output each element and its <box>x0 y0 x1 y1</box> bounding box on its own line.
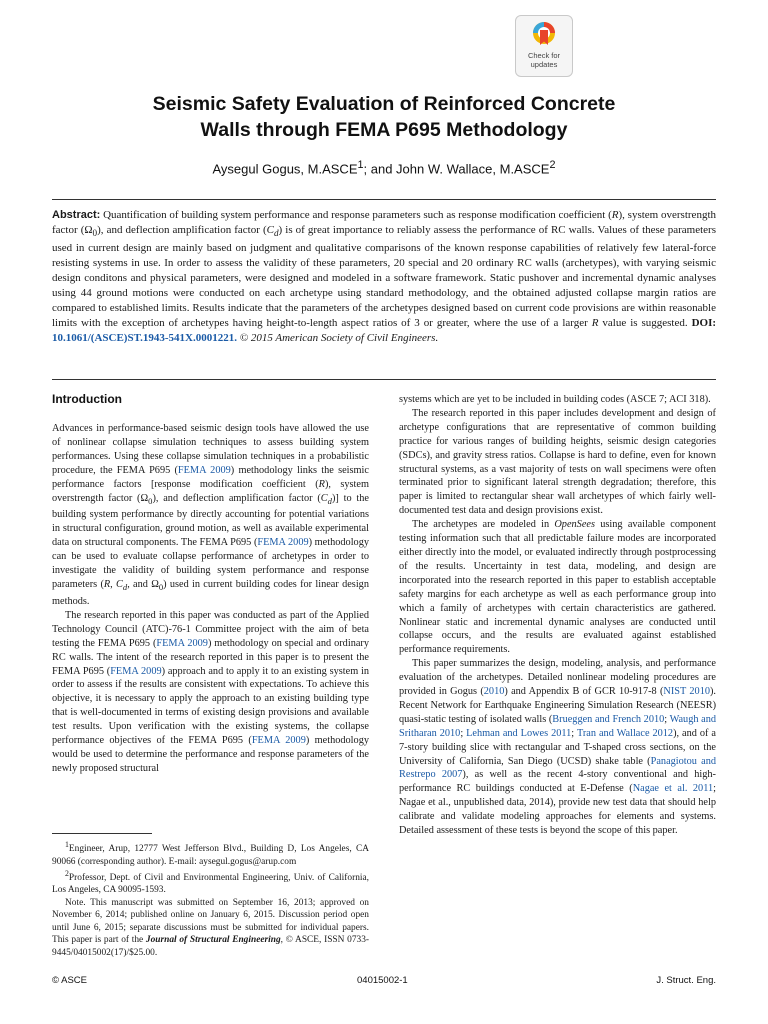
text: Note. This manuscript was submitted on September 16, 2013; approved on November 6, 2014; published online on January 6, 2015. Discussion period open until June 6, 2015; separate discussions must be submitted for individual papers. This paper is part of the <box>52 897 369 946</box>
text: ) methodology links the seismic performance factors [response modification coefficient ( <box>52 464 369 490</box>
text: ) approach and to apply it to an existing system in order to assess if the results are consistent with expectations. To achieve this objective, it is necessary to apply the approach to an existing building type that is well-documented in terms of existing design provisions and available test results. Upon verification with the existing systems, the collapse performance objectives of the FEMA P695 ( <box>52 665 369 747</box>
subscript-0: 0 <box>148 495 153 506</box>
software-name: OpenSees <box>554 519 595 531</box>
title-line-1: Seismic Safety Evaluation of Reinforced Concrete <box>152 93 616 115</box>
symbol-c: C <box>116 579 123 591</box>
text: , and Ω <box>127 579 159 591</box>
check-for-updates-badge[interactable] <box>515 15 573 77</box>
abstract <box>52 208 716 346</box>
author-1: Aysegul Gogus, M.ASCE <box>212 161 358 177</box>
text: Advances in performance-based seismic design tools have allowed the use of nonlinear collapse simulation techniques to assess building system performances. Using these collapse simulation techniques in a probabilistic procedure, the FEMA P695 ( <box>52 423 369 476</box>
author-line <box>60 159 708 176</box>
text: using available component testing information such that all predictable failure modes are incorporated either directly into the model, or evaluated indirectly through postprocessing of the results. Uncertainty in test data, modeling, and design are incorporated into the research reported in this paper to establish acceptable safety margins for each archetype as well as each performance group into which a family of archetypes with certain characteristics are gathered. Nonlinear static and incremental dynamic analyses are conducted until collapse occurs, and the results are evaluated against established performance requirements. <box>399 519 716 656</box>
footer-journal-abbrev: J. Struct. Eng. <box>656 975 716 986</box>
citation-link[interactable]: FEMA 2009 <box>110 665 162 677</box>
symbol-r: R <box>611 209 619 221</box>
text: ) methodology can be used to evaluate collapse performance of archetypes in order to investigate the validity of building system performance and response parameters ( <box>52 537 369 591</box>
text: ), system overstrength factor (Ω <box>52 478 369 504</box>
abstract-bottom-rule <box>52 379 716 380</box>
subscript-0: 0 <box>92 228 98 239</box>
text: ), and of a 7-story building slice with rectangular and T-shaped cross sections, on the University of California, San Diego (UCSD) shake table ( <box>399 727 716 767</box>
paragraph: systems which are yet to be included in building codes (ASCE 7; ACI 318). <box>399 394 711 405</box>
paragraph: The research reported in this paper includes development and design of archetype configurations that are representative of common building practice for various ranges of building heights, seismic design categories (SDCs), and gravity stress ratios. Collapse is hard to define, even for known structural systems, as a vast majority of tests on wall specimens were often terminated prior to significant lateral strength degradation; therefore, this paper is limited to rectangular shear wall archetypes of which fairly well-documented test data and design provisions exist. <box>399 407 716 517</box>
abstract-text: ), system overstrength factor (Ω <box>52 209 716 236</box>
paragraph <box>399 518 716 657</box>
text: ), and deflection amplification factor ( <box>152 492 321 504</box>
text: The archetypes are modeled in <box>412 519 555 531</box>
citation-link[interactable]: Waugh and Sritharan 2010 <box>399 713 716 739</box>
author-2-affil: 2 <box>549 159 556 171</box>
citation-link[interactable]: Tran and Wallace 2012 <box>576 727 674 739</box>
footer-publisher: © ASCE <box>52 975 87 986</box>
paragraph: Advances in performance-based seismic design tools have allowed the use of nonlinear collapse simulation techniques to assess building system performances. Using these collapse simulation techniques in a probabilistic procedure, the FEMA P695 (FEMA 2009) methodology links the seismic performance factors [response modification coefficient (R), system overstrength factor $(\Omega_0)$, and deflection amplification factor $(C_d)$] to the building system performance by directly accounting for potential variations in structural configuration, ground motion, as well as available experimental data on structural components. The FEMA P695 (FEMA 2009) methodology can be used to evaluate collapse performance of archetypes in order to investigate the validity of building system performance and response parameters (R, $C_d$, and $\Omega_0$) used in current building codes for linear design methods. <box>52 423 369 607</box>
copyright-notice: © 2015 American Society of Civil Engineers. <box>239 332 439 345</box>
citation-link[interactable]: Nagae et al. 2011 <box>632 783 714 795</box>
text: ; <box>460 727 467 739</box>
badge-label-line1: Check for <box>527 51 561 60</box>
journal-name: Journal of Structural Engineering <box>145 935 281 946</box>
text: ). Recent Network for Earthquake Engineering Simulation Research (NEESR) quasi-static testing of isolated walls ( <box>399 686 717 725</box>
check-for-updates-icon <box>531 21 557 51</box>
author-1-affil: 1 <box>357 159 364 171</box>
left-column <box>52 391 369 776</box>
abstract-text: Quantification of building system performance and response parameters such as response modification coefficient ( <box>103 209 612 221</box>
citation-link[interactable]: FEMA 2009 <box>177 464 231 476</box>
footnote-note <box>52 897 369 959</box>
footnote-marker: 2 <box>65 868 69 878</box>
right-column <box>399 393 716 838</box>
author-separator-author-2: ; and John W. Wallace, M.ASCE <box>363 161 550 177</box>
citation-link[interactable]: FEMA 2009 <box>156 637 208 649</box>
footnote-1 <box>52 839 369 868</box>
text: , © ASCE, ISSN 0733-9445/04015002(17)/$25.00. <box>52 935 369 958</box>
title-line-2: Walls through FEMA P695 Methodology <box>200 119 568 141</box>
abstract-top-rule <box>52 199 716 200</box>
citation-link[interactable]: NIST 2010 <box>663 686 710 698</box>
subscript-d: d <box>327 495 332 506</box>
citation-link[interactable]: FEMA 2009 <box>251 735 306 747</box>
citation-link[interactable]: 2010 <box>483 686 505 698</box>
doi-label: DOI: <box>691 317 717 330</box>
footnote-rule <box>52 833 152 834</box>
doi-link[interactable]: 10.1061/(ASCE)ST.1943-541X.0001221. <box>52 332 237 345</box>
subscript-d: d <box>122 582 128 593</box>
abstract-text: ) is of great importance to reliably assess the performance of RC walls. Values of these parameters used in current design are mainly based on judgment and qualitative comparisons of the known response capabilities of relatively few lateral-force resisting systems in use. In order to assess the validity of these parameters, 20 special and 20 ordinary RC walls (archetypes), with varying seismic design conditons and physical parameters, were designed and modeled in a software framework. Static pushover and incremental dynamic analyses using 44 ground motions were conducted on each archetype using standard methodology, and the obtained adjusted collapse margin ratios are compared to established limits. Results indicate that the parameters of the archetypes designed based on current code provisions are within reasonable limits with the exception of archetypes having height-to-length aspect ratios of 3 or greater, where the use of a larger <box>52 224 716 330</box>
text: Professor, Dept. of Civil and Environmental Engineering, Univ. of California, Los Angeles, CA 90095-1593. <box>52 873 369 896</box>
text: This paper summarizes the design, modeling, analysis, and performance evaluation of the archetypes. Detailed nonlinear modeling procedures are provided in Gogus ( <box>399 658 716 698</box>
symbol-c: C <box>320 492 328 504</box>
citation-link[interactable]: FEMA 2009 <box>257 537 309 549</box>
text: The research reported in this paper was conducted as part of the Applied Technology Council (ATC)-76-1 Committee project with the aim of beta testing the FEMA P695 ( <box>52 609 369 649</box>
abstract-text: ), and deflection amplification factor ( <box>97 224 267 236</box>
citation-link[interactable]: Panagiotou and Restrepo 2007 <box>399 755 717 781</box>
text: )] to the building system performance by directly accounting for potential variations in structural configuration, ground motion, as well as available experimental data on structural components. The FEMA P695 ( <box>52 492 369 549</box>
text: Engineer, Arup, 12777 West Jefferson Blvd., Building D, Los Angeles, CA 90066 (corresponding author). E-mail: aysegul.gogus@arup.com <box>52 844 369 867</box>
symbol-r: R <box>103 579 111 591</box>
text: ), as well as the recent 4-story conventional and high-performance RC buildings conducted at E-Defense ( <box>399 769 716 795</box>
text: ) methodology on special and ordinary RC walls. The intent of the research reported in this paper is to present the FEMA P695 ( <box>52 637 369 677</box>
text: ) and Appendix B of GCR 10-917-8 ( <box>504 686 664 698</box>
text: ; <box>571 727 577 739</box>
citation-link[interactable]: Lehman and Lowes 2011 <box>466 727 572 739</box>
footnotes <box>52 839 369 959</box>
abstract-text: value is suggested. <box>598 317 692 330</box>
text: ) methodology would be used to determine the performance and response parameters of the newly proposed structural <box>52 735 369 774</box>
footnote-2 <box>52 868 369 897</box>
text: ) used in current building codes for linear design methods. <box>52 579 369 607</box>
subscript-d: d <box>273 228 279 239</box>
paper-title <box>60 91 708 143</box>
badge-label-line2: updates <box>530 60 558 69</box>
citation-link[interactable]: Brueggen and French 2010 <box>552 713 665 725</box>
footer-article-number: 04015002-1 <box>357 975 408 986</box>
symbol-c: C <box>266 224 274 236</box>
footnote-marker: 1 <box>65 840 69 849</box>
text: ; <box>664 713 670 725</box>
abstract-label: Abstract: <box>52 209 101 221</box>
section-heading-introduction: Introduction <box>52 392 122 406</box>
paragraph <box>399 657 716 838</box>
symbol-r: R <box>318 478 325 490</box>
symbol-r: R <box>591 317 599 330</box>
text: ; Nagae et al., unpublished data, 2014), provide new test data that should help calibrate and validate modeling approaches for elements and systems. Detailed assessment of these tests is beyond the scope of this paper. <box>399 783 716 837</box>
paragraph <box>52 609 369 776</box>
subscript-0: 0 <box>158 582 164 593</box>
